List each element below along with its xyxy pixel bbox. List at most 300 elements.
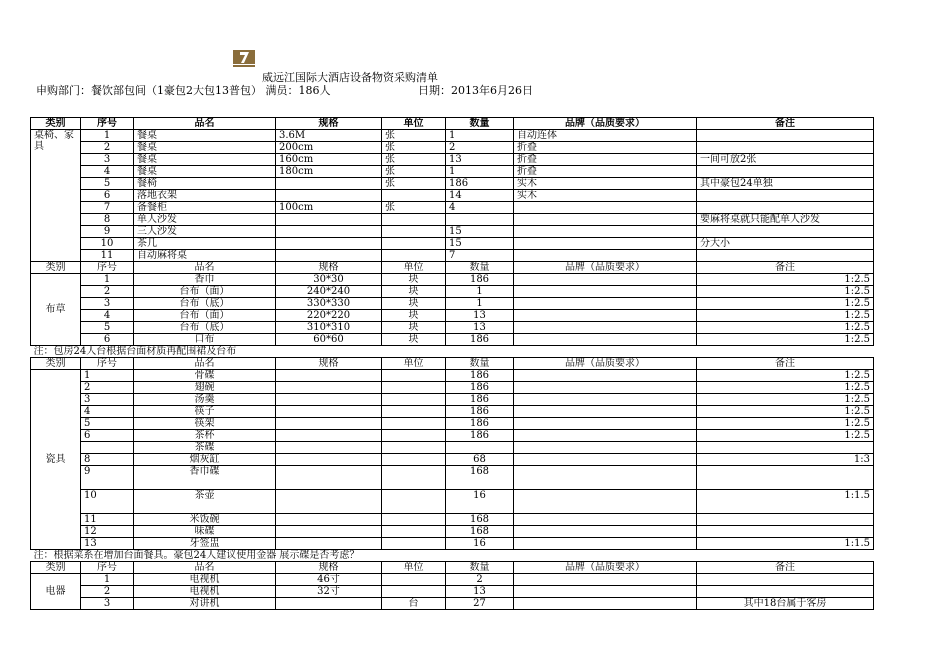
table-cell: 32寸	[276, 586, 382, 598]
table-cell	[697, 442, 874, 454]
table-cell: 2	[81, 382, 134, 394]
table-cell: 186	[446, 334, 514, 346]
table-row	[31, 154, 874, 166]
table-cell: 168	[446, 466, 514, 490]
table-cell: 1:2.5	[697, 274, 874, 286]
table-cell	[514, 226, 697, 238]
table-cell	[514, 322, 697, 334]
column-header: 单位	[382, 562, 446, 574]
procurement-table	[30, 117, 874, 610]
hotel-logo	[233, 50, 255, 68]
table-cell	[697, 586, 874, 598]
table-cell: 8	[81, 454, 134, 466]
table-row	[31, 334, 874, 346]
table-cell: 1:2.5	[697, 430, 874, 442]
table-cell: 3	[81, 298, 134, 310]
table-cell: 1	[446, 130, 514, 142]
table-cell: 台布（面）	[134, 310, 276, 322]
table-cell: 张	[382, 154, 446, 166]
table-cell	[382, 382, 446, 394]
table-cell: 自动麻将桌	[134, 250, 276, 262]
table-cell: 1:1.5	[697, 490, 874, 514]
table-cell: 1	[446, 166, 514, 178]
table-cell	[514, 382, 697, 394]
table-cell: 15	[446, 238, 514, 250]
column-header: 类别	[31, 118, 81, 130]
table-cell	[697, 130, 874, 142]
column-header: 品名	[134, 562, 276, 574]
table-cell: 实木	[514, 178, 697, 190]
table-cell: 1	[81, 370, 134, 382]
table-cell: 2	[81, 286, 134, 298]
table-row	[31, 370, 874, 382]
table-cell	[382, 574, 446, 586]
table-row	[31, 406, 874, 418]
table-cell: 6	[81, 430, 134, 442]
table-row	[31, 322, 874, 334]
table-cell: 1:2.5	[697, 382, 874, 394]
table-cell: 186	[446, 274, 514, 286]
table-cell: 1	[446, 286, 514, 298]
table-cell	[514, 574, 697, 586]
section-note: 注：根据菜系在增加台面餐具。豪包24人建议使用金器 展示碟是否考虑？	[31, 550, 874, 562]
table-row	[31, 202, 874, 214]
table-cell	[514, 442, 697, 454]
table-cell	[81, 442, 134, 454]
table-cell	[697, 514, 874, 526]
table-cell	[276, 538, 382, 550]
table-cell: 27	[446, 598, 514, 610]
column-header: 单位	[382, 262, 446, 274]
table-cell: 张	[382, 130, 446, 142]
table-cell	[514, 202, 697, 214]
table-cell	[382, 394, 446, 406]
table-cell: 13	[446, 586, 514, 598]
table-row	[31, 274, 874, 286]
column-header: 数量	[446, 358, 514, 370]
dept-info: 申购部门：餐饮部包间（1豪包2大包13普包） 满员：186人	[36, 84, 331, 97]
table-cell: 4	[446, 202, 514, 214]
table-cell: 3	[81, 154, 134, 166]
table-cell	[276, 418, 382, 430]
table-cell	[276, 190, 382, 202]
table-header-电器	[31, 562, 874, 574]
column-header: 序号	[81, 358, 134, 370]
table-cell	[446, 214, 514, 226]
table-cell: 200cm	[276, 142, 382, 154]
table-cell	[382, 538, 446, 550]
table-cell: 186	[446, 418, 514, 430]
table-cell	[276, 214, 382, 226]
table-cell: 310*310	[276, 322, 382, 334]
column-header: 类别	[31, 262, 81, 274]
table-cell: 汤羹	[134, 394, 276, 406]
table-cell	[276, 250, 382, 262]
table-row	[31, 130, 874, 142]
table-cell	[697, 466, 874, 490]
column-header: 规格	[276, 562, 382, 574]
table-cell	[276, 226, 382, 238]
table-cell	[276, 454, 382, 466]
table-cell: 折叠	[514, 154, 697, 166]
table-row	[31, 190, 874, 202]
table-cell: 13	[446, 310, 514, 322]
table-cell: 三人沙发	[134, 226, 276, 238]
table-cell	[514, 370, 697, 382]
table-cell	[276, 514, 382, 526]
table-cell: 块	[382, 298, 446, 310]
column-header: 规格	[276, 358, 382, 370]
table-cell: 1:2.5	[697, 406, 874, 418]
table-cell	[382, 442, 446, 454]
table-cell	[382, 430, 446, 442]
table-cell: 1:2.5	[697, 298, 874, 310]
column-header: 序号	[81, 118, 134, 130]
table-cell: 1	[446, 298, 514, 310]
table-cell: 8	[81, 214, 134, 226]
table-cell	[276, 490, 382, 514]
table-cell: 1:2.5	[697, 418, 874, 430]
table-cell: 9	[81, 466, 134, 490]
table-cell: 烟灰缸	[134, 454, 276, 466]
column-header: 数量	[446, 562, 514, 574]
table-cell: 茶碟	[134, 442, 276, 454]
table-cell: 口布	[134, 334, 276, 346]
table-cell	[514, 250, 697, 262]
table-cell: 骨碟	[134, 370, 276, 382]
table-cell: 100cm	[276, 202, 382, 214]
table-cell	[514, 310, 697, 322]
table-cell: 13	[446, 322, 514, 334]
table-cell	[514, 214, 697, 226]
table-cell: 台布（底）	[134, 298, 276, 310]
table-row	[31, 394, 874, 406]
table-cell: 13	[81, 538, 134, 550]
table-cell: 一间可放2张	[697, 154, 874, 166]
table-cell: 1:2.5	[697, 322, 874, 334]
table-cell: 4	[81, 166, 134, 178]
table-cell: 7	[81, 202, 134, 214]
note-row	[31, 550, 874, 562]
column-header: 品名	[134, 118, 276, 130]
table-cell: 台	[382, 598, 446, 610]
table-cell	[382, 514, 446, 526]
table-cell	[382, 466, 446, 490]
table-cell: 茶杯	[134, 430, 276, 442]
table-cell	[382, 370, 446, 382]
table-row	[31, 466, 874, 490]
page-title: 威远江国际大酒店设备物资采购清单	[262, 71, 438, 84]
table-row	[31, 574, 874, 586]
table-cell	[514, 274, 697, 286]
table-cell: 1:2.5	[697, 286, 874, 298]
table-cell: 12	[81, 526, 134, 538]
table-cell: 餐桌	[134, 142, 276, 154]
table-cell: 折叠	[514, 142, 697, 154]
table-cell	[514, 454, 697, 466]
table-cell	[276, 466, 382, 490]
column-header: 品牌（品质要求）	[514, 358, 697, 370]
table-cell	[697, 250, 874, 262]
category-cell: 瓷具	[31, 370, 81, 550]
table-cell	[382, 226, 446, 238]
table-cell: 1:2.5	[697, 394, 874, 406]
table-cell	[697, 202, 874, 214]
table-cell	[514, 598, 697, 610]
table-cell	[514, 406, 697, 418]
table-cell	[382, 406, 446, 418]
table-row	[31, 286, 874, 298]
table-cell	[382, 250, 446, 262]
table-cell: 其中豪包24单独	[697, 178, 874, 190]
table-cell: 分大小	[697, 238, 874, 250]
table-row	[31, 238, 874, 250]
table-cell	[276, 526, 382, 538]
table-cell: 餐椅	[134, 178, 276, 190]
table-cell	[514, 586, 697, 598]
column-header: 序号	[81, 562, 134, 574]
column-header: 规格	[276, 118, 382, 130]
table-cell	[514, 334, 697, 346]
table-cell: 30*30	[276, 274, 382, 286]
table-cell: 电视机	[134, 586, 276, 598]
table-cell: 160cm	[276, 154, 382, 166]
table-cell: 186	[446, 394, 514, 406]
table-cell: 1:2.5	[697, 334, 874, 346]
table-cell	[697, 574, 874, 586]
table-row	[31, 310, 874, 322]
table-cell: 餐桌	[134, 130, 276, 142]
table-cell	[697, 226, 874, 238]
table-cell	[276, 598, 382, 610]
table-cell: 张	[382, 178, 446, 190]
table-cell: 2	[446, 574, 514, 586]
column-header: 备注	[697, 118, 874, 130]
table-row	[31, 166, 874, 178]
table-row	[31, 442, 874, 454]
table-cell: 自动连体	[514, 130, 697, 142]
table-cell: 10	[81, 238, 134, 250]
table-cell: 其中18台属于客房	[697, 598, 874, 610]
table-cell: 16	[446, 490, 514, 514]
table-cell: 餐桌	[134, 154, 276, 166]
table-cell	[697, 142, 874, 154]
table-cell: 186	[446, 430, 514, 442]
table-cell	[697, 526, 874, 538]
table-cell	[276, 394, 382, 406]
table-cell	[276, 370, 382, 382]
table-row	[31, 382, 874, 394]
table-cell: 张	[382, 142, 446, 154]
table-cell: 1:2.5	[697, 310, 874, 322]
table-cell	[382, 490, 446, 514]
table-cell: 折叠	[514, 166, 697, 178]
table-cell: 168	[446, 526, 514, 538]
table-cell: 46寸	[276, 574, 382, 586]
column-header: 类别	[31, 562, 81, 574]
table-cell: 牙签盅	[134, 538, 276, 550]
table-cell: 2	[81, 586, 134, 598]
table-cell: 落地衣架	[134, 190, 276, 202]
table-cell: 68	[446, 454, 514, 466]
table-cell: 块	[382, 310, 446, 322]
table-cell	[514, 394, 697, 406]
table-cell: 1	[81, 274, 134, 286]
table-cell	[514, 298, 697, 310]
category-cell: 布草	[31, 274, 81, 346]
table-cell	[514, 418, 697, 430]
table-cell: 筷架	[134, 418, 276, 430]
column-header: 品名	[134, 262, 276, 274]
table-cell: 15	[446, 226, 514, 238]
table-cell: 11	[81, 514, 134, 526]
table-cell: 220*220	[276, 310, 382, 322]
table-cell: 要麻将桌就只能配单人沙发	[697, 214, 874, 226]
table-cell: 张	[382, 202, 446, 214]
table-cell: 16	[446, 538, 514, 550]
table-cell: 2	[446, 142, 514, 154]
table-cell: 10	[81, 490, 134, 514]
table-cell	[276, 382, 382, 394]
table-cell	[514, 430, 697, 442]
column-header: 备注	[697, 358, 874, 370]
table-cell: 块	[382, 334, 446, 346]
table-row	[31, 250, 874, 262]
column-header: 品牌（品质要求）	[514, 118, 697, 130]
table-cell	[382, 190, 446, 202]
table-cell	[276, 406, 382, 418]
table-cell	[276, 430, 382, 442]
column-header: 类别	[31, 358, 81, 370]
table-cell: 块	[382, 286, 446, 298]
table-header-布草	[31, 262, 874, 274]
column-header: 数量	[446, 118, 514, 130]
note-row	[31, 346, 874, 358]
table-cell: 1:2.5	[697, 370, 874, 382]
column-header: 品牌（品质要求）	[514, 262, 697, 274]
table-cell	[514, 466, 697, 490]
table-cell: 7	[446, 250, 514, 262]
table-cell: 186	[446, 178, 514, 190]
table-cell	[514, 538, 697, 550]
column-header: 单位	[382, 358, 446, 370]
table-cell: 3	[81, 598, 134, 610]
table-cell: 1:3	[697, 454, 874, 466]
table-cell: 186	[446, 382, 514, 394]
column-header: 品名	[134, 358, 276, 370]
table-cell: 香巾碟	[134, 466, 276, 490]
table-cell: 186	[446, 406, 514, 418]
table-cell: 块	[382, 274, 446, 286]
table-cell	[514, 526, 697, 538]
column-header: 单位	[382, 118, 446, 130]
table-cell	[446, 442, 514, 454]
table-cell: 168	[446, 514, 514, 526]
table-cell: 实木	[514, 190, 697, 202]
table-cell: 3.6M	[276, 130, 382, 142]
table-cell: 186	[446, 370, 514, 382]
table-cell	[382, 454, 446, 466]
table-cell: 电视机	[134, 574, 276, 586]
table-cell: 茶几	[134, 238, 276, 250]
table-cell: 米饭碗	[134, 514, 276, 526]
table-cell: 筷子	[134, 406, 276, 418]
table-cell	[514, 490, 697, 514]
column-header: 序号	[81, 262, 134, 274]
table-row	[31, 178, 874, 190]
table-cell: 13	[446, 154, 514, 166]
table-cell	[382, 586, 446, 598]
table-cell: 6	[81, 334, 134, 346]
table-cell: 块	[382, 322, 446, 334]
table-row	[31, 490, 874, 514]
table-cell	[697, 190, 874, 202]
table-cell: 单人沙发	[134, 214, 276, 226]
table-row	[31, 298, 874, 310]
table-cell	[382, 418, 446, 430]
table-header	[31, 118, 874, 130]
table-cell	[514, 514, 697, 526]
table-cell: 5	[81, 322, 134, 334]
table-cell: 14	[446, 190, 514, 202]
table-row	[31, 514, 874, 526]
table-row	[31, 598, 874, 610]
table-cell: 张	[382, 166, 446, 178]
table-cell	[514, 238, 697, 250]
table-row	[31, 538, 874, 550]
category-cell: 桌椅、家具	[31, 130, 81, 262]
table-cell: 60*60	[276, 334, 382, 346]
table-cell: 1	[81, 574, 134, 586]
table-cell: 台布（面）	[134, 286, 276, 298]
table-row	[31, 526, 874, 538]
table-cell: 台布（底）	[134, 322, 276, 334]
table-cell: 翅碗	[134, 382, 276, 394]
table-cell: 330*330	[276, 298, 382, 310]
table-cell	[697, 166, 874, 178]
table-cell: 茶壶	[134, 490, 276, 514]
column-header: 规格	[276, 262, 382, 274]
table-cell: 餐桌	[134, 166, 276, 178]
table-cell: 5	[81, 178, 134, 190]
table-cell: 香巾	[134, 274, 276, 286]
table-row	[31, 586, 874, 598]
table-cell: 240*240	[276, 286, 382, 298]
table-cell	[382, 238, 446, 250]
table-cell: 1	[81, 130, 134, 142]
table-cell: 味碟	[134, 526, 276, 538]
table-cell: 9	[81, 226, 134, 238]
table-cell: 备餐柜	[134, 202, 276, 214]
table-cell: 4	[81, 406, 134, 418]
column-header: 备注	[697, 262, 874, 274]
table-row	[31, 214, 874, 226]
table-cell	[276, 238, 382, 250]
table-cell: 5	[81, 418, 134, 430]
column-header: 数量	[446, 262, 514, 274]
table-cell	[276, 178, 382, 190]
table-row	[31, 430, 874, 442]
table-cell: 2	[81, 142, 134, 154]
column-header: 品牌（品质要求）	[514, 562, 697, 574]
section-note: 注：包房24人台根据台面材质再配围裙及台布	[31, 346, 874, 358]
table-row	[31, 226, 874, 238]
table-cell	[382, 526, 446, 538]
table-cell: 1:1.5	[697, 538, 874, 550]
date-info: 日期：2013年6月26日	[418, 84, 533, 97]
table-cell	[382, 214, 446, 226]
table-cell: 3	[81, 394, 134, 406]
